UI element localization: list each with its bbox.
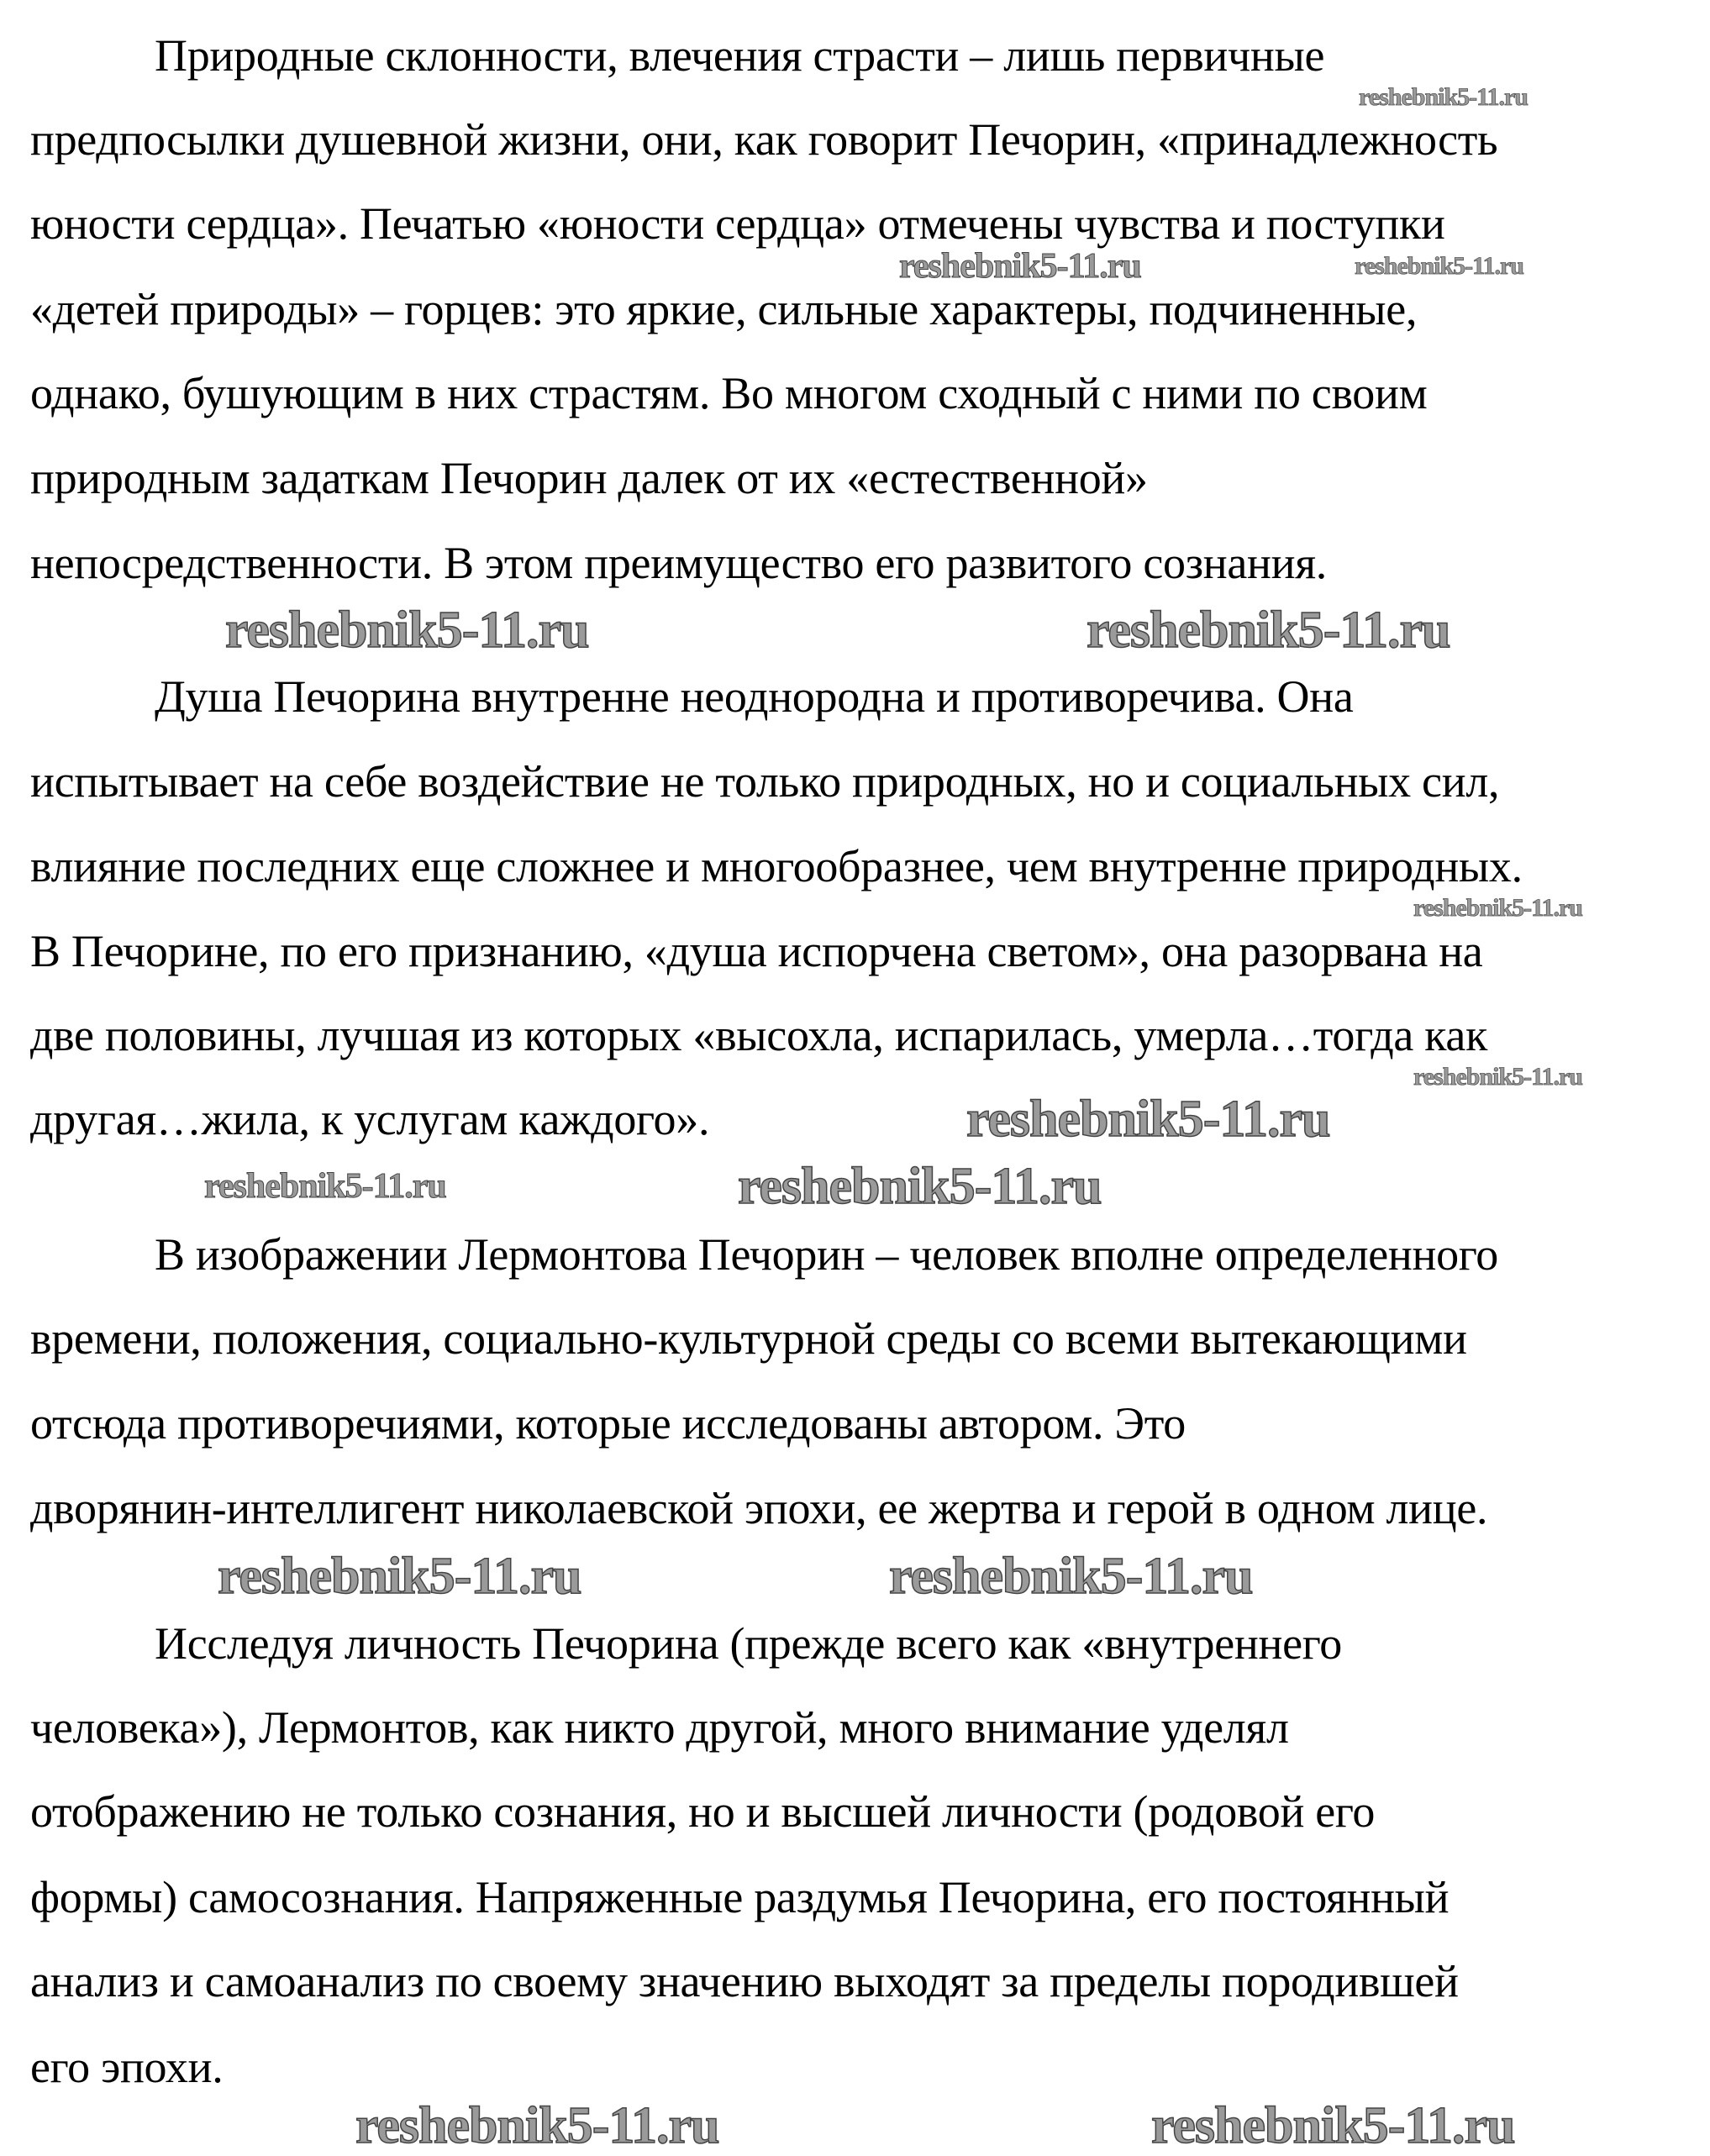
- text-line: человека»), Лермонтов, как никто другой, много внимание уделял: [30, 1702, 1289, 1753]
- watermark: reshebnik5-11.ru: [218, 1548, 581, 1605]
- watermark: reshebnik5-11.ru: [1087, 602, 1450, 659]
- watermark: reshebnik5-11.ru: [738, 1158, 1102, 1215]
- watermark: reshebnik5-11.ru: [966, 1091, 1330, 1148]
- text-line: Природные склонности, влечения страсти – лишь первичные: [155, 30, 1325, 81]
- text-line: В Печорине, по его признанию, «душа испорчена светом», она разорвана на: [30, 926, 1483, 976]
- text-line: юности сердца». Печатью «юности сердца» отмечены чувства и поступки: [30, 198, 1445, 249]
- text-line: «детей природы» – горцев: это яркие, сильные характеры, подчиненные,: [30, 284, 1418, 334]
- watermark: reshebnik5-11.ru: [1413, 894, 1582, 922]
- text-line: Душа Печорина внутренне неоднородна и противоречива. Она: [155, 671, 1354, 722]
- watermark: reshebnik5-11.ru: [355, 2097, 719, 2154]
- text-line: две половины, лучшая из которых «высохла, испарилась, умерла…тогда как: [30, 1010, 1488, 1060]
- text-line: влияние последних еще сложнее и многообразнее, чем внутренне природных.: [30, 841, 1523, 891]
- text-line: времени, положения, социально-культурной среды со всеми вытекающими: [30, 1313, 1467, 1364]
- text-line: анализ и самоанализ по своему значению выходят за пределы породившей: [30, 1956, 1459, 2006]
- watermark: reshebnik5-11.ru: [1413, 1063, 1582, 1091]
- text-line: Исследуя личность Печорина (прежде всего как «внутреннего: [155, 1618, 1342, 1669]
- text-line: отображению не только сознания, но и высшей личности (родовой его: [30, 1786, 1376, 1837]
- watermark: reshebnik5-11.ru: [1355, 252, 1523, 280]
- text-line: однако, бушующим в них страстям. Во многом сходный с ними по своим: [30, 368, 1428, 418]
- watermark: reshebnik5-11.ru: [225, 602, 589, 659]
- text-line: формы) самосознания. Напряженные раздумья Печорина, его постоянный: [30, 1872, 1450, 1922]
- watermark: reshebnik5-11.ru: [1359, 83, 1528, 111]
- text-line: природным задаткам Печорин далек от их «естественной»: [30, 453, 1148, 503]
- text-line: В изображении Лермонтова Печорин – человек вполне определенного: [155, 1229, 1498, 1280]
- watermark: reshebnik5-11.ru: [1151, 2097, 1515, 2154]
- watermark: reshebnik5-11.ru: [889, 1548, 1253, 1605]
- text-line: предпосылки душевной жизни, они, как говорит Печорин, «принадлежность: [30, 114, 1498, 165]
- watermark: reshebnik5-11.ru: [899, 247, 1141, 286]
- text-line: отсюда противоречиями, которые исследованы автором. Это: [30, 1398, 1186, 1449]
- text-line: дворянин-интеллигент николаевской эпохи, ее жертва и герой в одном лице.: [30, 1483, 1488, 1533]
- text-line: непосредственности. В этом преимущество его развитого сознания.: [30, 538, 1327, 588]
- text-line: его эпохи.: [30, 2042, 224, 2092]
- text-line: другая…жила, к услугам каждого».: [30, 1094, 710, 1144]
- text-line: испытывает на себе воздействие не только природных, но и социальных сил,: [30, 756, 1500, 807]
- watermark: reshebnik5-11.ru: [204, 1167, 446, 1206]
